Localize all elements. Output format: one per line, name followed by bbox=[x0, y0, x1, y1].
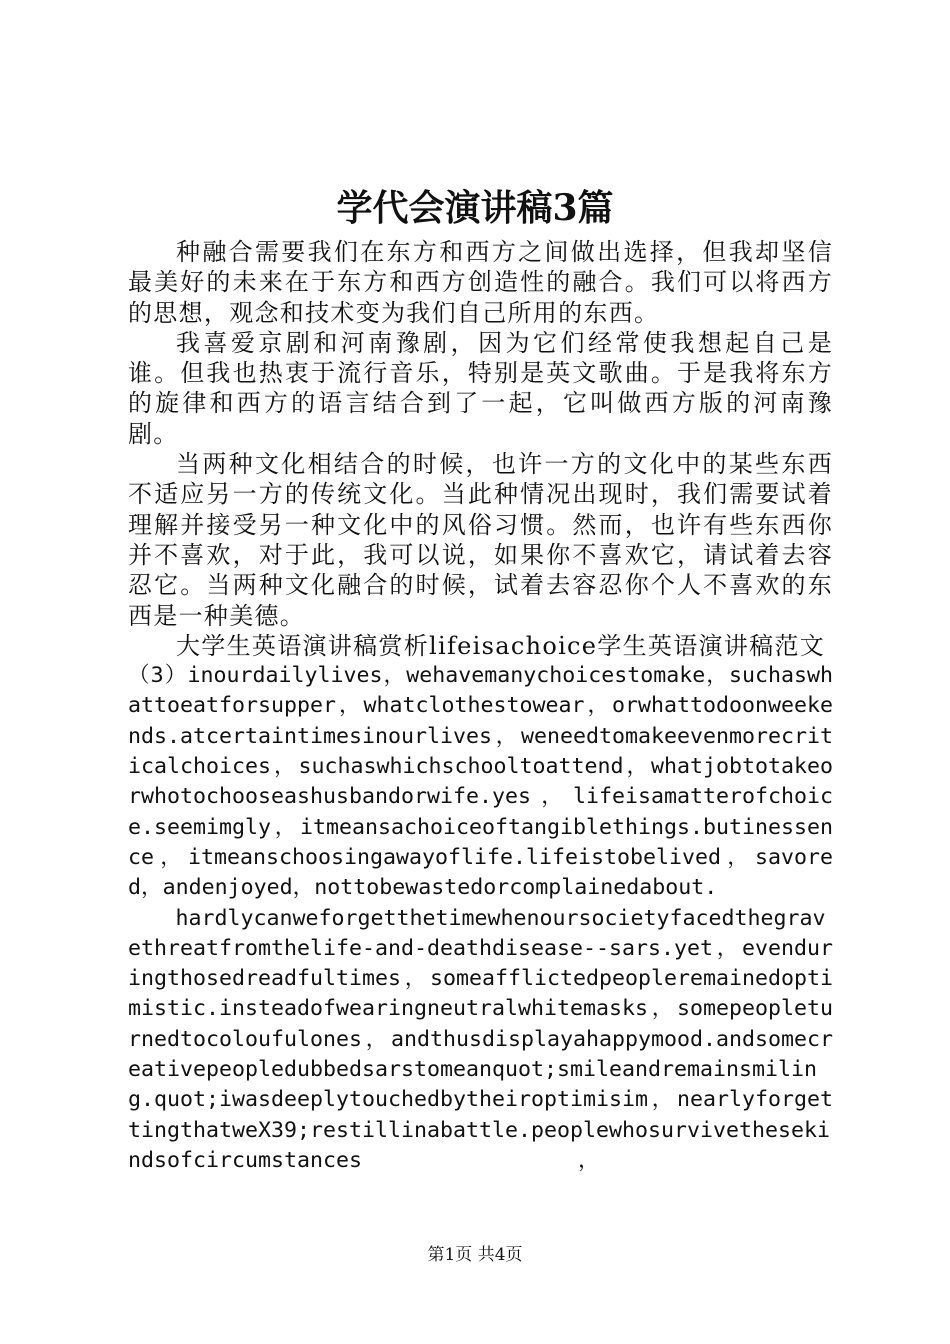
document-title: 学代会演讲稿3篇 bbox=[336, 187, 614, 229]
body-paragraph: 种融合需要我们在东方和西方之间做出选择，但我却坚信最美好的未来在于东方和西方创造性的融合。我们可以将西方的思想，观念和技术变为我们自己所用的东西。 bbox=[128, 238, 833, 327]
english-paragraph: hardlycanweforgetthetimewhenoursocietyfacedthegravethreatfromthelife-and-deathdisease--sars.yet，evenduringthosedreadfultimes，someafflictedpeopleremainedoptimistic.insteadofwearingneutralwhitemasks，somepeopleturnedtocoloufulones，andthusdisplayahappymood.andsomecreativepeopledubbedsarstomeanquot;smileandremainsmiling.quot;iwasdeeplytouchedbytheiroptimisim，nearlyforgettingthatweX39;restillinabattle.peoplewhosurvivethesekindsofcircumstances ， bbox=[128, 905, 833, 1173]
english-paragraph: （3）inourdailylives，wehavemanychoicestomake，suchaswhattoeatforsupper，whatclothestowear，orwhattodoonweekends.atcertaintimesinourlives，weneedtomakeevenmorecriticalchoices，suchaswhichschooltoattend，whatjobtotakeorwhotochooseashusbandorwife.yes，lifeisamatterofchoice.seemimgly，itmeansachoiceoftangiblethings.butinessence，itmeanschoosingawayoflife.lifeistobelived，savored，andenjoyed，nottobewastedorcomplainedabout. bbox=[128, 663, 833, 901]
body-paragraph: 当两种文化相结合的时候，也许一方的文化中的某些东西不适应另一方的传统文化。当此种情况出现时，我们需要试着理解并接受另一种文化中的风俗习惯。然而，也许有些东西你并不喜欢，对于此，我可以说，如果你不喜欢它，请试着去容忍它。当两种文化融合的时候，试着去容忍你个人不喜欢的东西是一种美德。 bbox=[128, 450, 833, 630]
body-paragraph: 大学生英语演讲稿赏析lifeisachoice学生英语演讲稿范文 bbox=[176, 631, 826, 660]
document-body bbox=[128, 237, 833, 1176]
page-indicator: 第1页 共4页 bbox=[427, 1245, 523, 1265]
body-paragraph: 我喜爱京剧和河南豫剧，因为它们经常使我想起自己是谁。但我也热衷于流行音乐，特别是英文歌曲。于是我将东方的旋律和西方的语言结合到了一起，它叫做西方版的河南豫剧。 bbox=[128, 328, 833, 448]
